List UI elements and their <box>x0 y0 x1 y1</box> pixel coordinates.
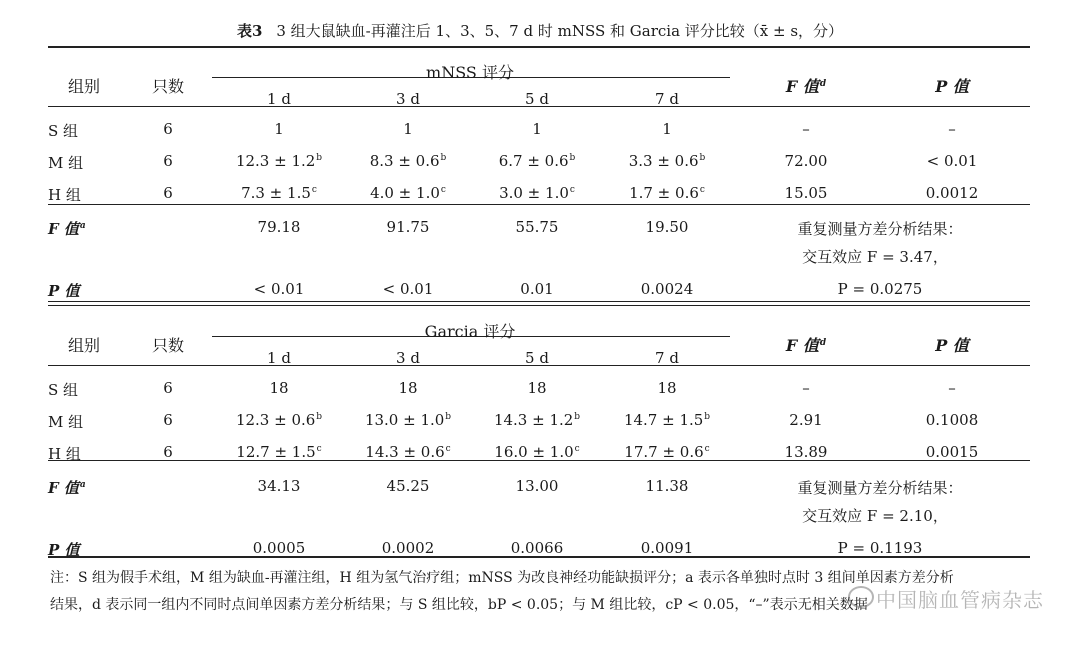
mnss-row-2-val-3-text: 1.7 ± 0.6 <box>629 184 699 202</box>
garcia-row-2-val-2-text: 16.0 ± 1.0 <box>494 443 574 461</box>
mnss-row-1-val-0-text: 12.3 ± 1.2 <box>235 152 316 170</box>
garcia-f-row-label-text: F 值 <box>48 479 79 497</box>
table-caption <box>0 20 1080 41</box>
garcia-row-1-p: 0.1008 <box>925 411 979 429</box>
garcia-row-1-val-0 <box>236 411 322 429</box>
mnss-body-rule <box>48 204 1030 205</box>
garcia-row-1-val-3 <box>624 411 710 429</box>
garcia-f-row-label <box>48 477 86 498</box>
mnss-row-1-f: 72.00 <box>784 152 828 170</box>
mnss-row-2-val-1 <box>370 184 446 202</box>
garcia-row-2-val-0-text: 12.7 ± 1.5 <box>236 443 316 461</box>
wechat-icon <box>848 586 874 608</box>
mnss-row-1-val-2-text: 6.7 ± 0.6 <box>498 152 569 170</box>
garcia-hdr-f <box>786 333 826 356</box>
section-divider-1 <box>48 301 1030 302</box>
mnss-f-row-val-0: 79.18 <box>257 218 301 236</box>
mnss-row-0-n: 6 <box>163 120 173 138</box>
watermark-text: 中国脑血管病杂志 <box>876 588 1044 612</box>
mnss-row-1-n: 6 <box>163 152 173 170</box>
mnss-f-row-label <box>48 218 86 239</box>
mnss-hdr-p: P 值 <box>935 77 969 96</box>
mnss-row-1-val-3-sup: b <box>699 153 706 163</box>
mnss-row-0-group: S 组 <box>48 122 79 140</box>
garcia-f-row-val-3: 11.38 <box>645 477 689 495</box>
garcia-row-0-val-3: 18 <box>657 379 677 397</box>
mnss-f-row-label-sup: a <box>79 221 86 231</box>
mnss-anova-line2: 交互效应 F = 3.47， <box>802 248 948 266</box>
garcia-hdr-group: 组别 <box>68 336 101 355</box>
mnss-row-2-f: 15.05 <box>784 184 828 202</box>
mnss-anova-line3: P = 0.0275 <box>837 280 923 298</box>
garcia-hdr-f-sup: d <box>819 338 827 348</box>
mnss-row-2-p: 0.0012 <box>925 184 979 202</box>
mnss-row-1-val-1-text: 8.3 ± 0.6 <box>369 152 440 170</box>
mnss-row-2-group: H 组 <box>48 186 81 204</box>
garcia-p-row-val-0: 0.0005 <box>252 539 306 557</box>
mnss-f-row-val-1: 91.75 <box>386 218 430 236</box>
garcia-hdr-count: 只数 <box>151 336 185 355</box>
garcia-row-2-val-1-sup: c <box>445 444 451 454</box>
mnss-row-0-val-0: 1 <box>274 120 284 138</box>
garcia-row-0-n: 6 <box>163 379 173 397</box>
garcia-row-1-val-3-sup: b <box>704 412 711 422</box>
garcia-row-0-p: – <box>948 379 956 397</box>
mnss-hdr-day-1: 3 d <box>396 90 420 108</box>
note-line-1: 注：S 组为假手术组，M 组为缺血-再灌注组，H 组为氢气治疗组；mNSS 为改良神经功能缺损评分；a 表示各单独时点时 3 组间单因素方差分析 <box>50 570 954 586</box>
garcia-row-0-val-2: 18 <box>527 379 547 397</box>
mnss-p-row-label: P 值 <box>48 282 80 300</box>
garcia-row-0-f: – <box>802 379 810 397</box>
mnss-p-row-val-0: < 0.01 <box>253 280 305 298</box>
mnss-row-2-val-2-sup: c <box>569 185 575 195</box>
garcia-row-2-val-3-sup: c <box>704 444 710 454</box>
mnss-f-row-val-3: 19.50 <box>645 218 689 236</box>
garcia-row-0-val-1: 18 <box>398 379 418 397</box>
garcia-row-2-val-3-text: 17.7 ± 0.6 <box>624 443 704 461</box>
garcia-hdr-day-2: 5 d <box>525 349 549 367</box>
mnss-anova-line1: 重复测量方差分析结果： <box>797 220 963 238</box>
top-rule <box>48 46 1030 48</box>
mnss-row-2-val-0-sup: c <box>311 185 317 195</box>
mnss-hdr-day-3: 7 d <box>655 90 679 108</box>
garcia-anova-line2: 交互效应 F = 2.10， <box>802 507 948 525</box>
garcia-row-1-val-1-sup: b <box>445 412 452 422</box>
mnss-row-0-p: – <box>948 120 956 138</box>
garcia-row-1-f: 2.91 <box>789 411 823 429</box>
section-divider-2 <box>48 305 1030 306</box>
mnss-row-2-val-0-text: 7.3 ± 1.5 <box>241 184 311 202</box>
table-label: 表3 <box>236 22 263 40</box>
garcia-row-2-group: H 组 <box>48 445 81 463</box>
mnss-hdr-group: 组别 <box>68 77 101 96</box>
garcia-row-1-val-1 <box>365 411 451 429</box>
mnss-f-row-val-2: 55.75 <box>515 218 559 236</box>
mnss-row-0-val-3: 1 <box>662 120 672 138</box>
garcia-row-1-n: 6 <box>163 411 173 429</box>
mnss-hdr-day-0: 1 d <box>267 90 291 108</box>
mnss-f-row-label-text: F 值 <box>48 220 79 238</box>
mnss-row-1-val-1-sup: b <box>440 153 447 163</box>
garcia-anova-line3: P = 0.1193 <box>837 539 923 557</box>
mnss-row-1-val-1 <box>370 152 447 170</box>
mnss-row-2-val-2 <box>499 184 575 202</box>
watermark <box>876 584 1044 613</box>
garcia-row-2-val-1-text: 14.3 ± 0.6 <box>365 443 445 461</box>
mnss-row-1-val-3 <box>629 152 706 170</box>
mnss-hdr-f-text: F 值 <box>785 77 819 96</box>
mnss-hdr-title: mNSS 评分 <box>426 63 514 82</box>
garcia-row-2-f: 13.89 <box>784 443 828 461</box>
mnss-row-1-val-0-sup: b <box>316 153 323 163</box>
garcia-row-1-val-3-text: 14.7 ± 1.5 <box>623 411 704 429</box>
garcia-hdr-p: P 值 <box>935 336 969 355</box>
garcia-row-1-val-2 <box>494 411 580 429</box>
note-line-2: 结果，d 表示同一组内不同时点间单因素方差分析结果；与 S 组比较，bP < 0.05；与 M 组比较，cP < 0.05，“–”表示无相关数据 <box>50 597 868 613</box>
mnss-row-1-val-2-sup: b <box>569 153 576 163</box>
mnss-row-2-val-1-text: 4.0 ± 1.0 <box>370 184 440 202</box>
garcia-row-2-val-3 <box>624 443 709 461</box>
garcia-row-1-val-1-text: 13.0 ± 1.0 <box>364 411 445 429</box>
mnss-row-1-val-2 <box>499 152 576 170</box>
garcia-f-row-val-2: 13.00 <box>515 477 559 495</box>
mnss-row-1-val-3-text: 3.3 ± 0.6 <box>628 152 699 170</box>
mnss-row-0-val-2: 1 <box>532 120 542 138</box>
garcia-p-row-val-1: 0.0002 <box>381 539 435 557</box>
garcia-p-row-val-2: 0.0066 <box>510 539 564 557</box>
garcia-row-1-val-0-sup: b <box>316 412 323 422</box>
mnss-hdr-f-sup: d <box>819 79 827 89</box>
mnss-p-row-val-1: < 0.01 <box>382 280 434 298</box>
garcia-row-0-val-0: 18 <box>269 379 289 397</box>
mnss-hdr-f <box>786 74 826 97</box>
mnss-row-2-n: 6 <box>163 184 173 202</box>
mnss-row-0-val-1: 1 <box>403 120 413 138</box>
garcia-f-row-val-1: 45.25 <box>386 477 430 495</box>
mnss-p-row-val-2: 0.01 <box>520 280 554 298</box>
mnss-hdr-day-2: 5 d <box>525 90 549 108</box>
mnss-row-2-val-0 <box>241 184 317 202</box>
mnss-row-2-val-2-text: 3.0 ± 1.0 <box>499 184 569 202</box>
garcia-hdr-title: Garcia 评分 <box>424 322 516 341</box>
mnss-row-2-val-1-sup: c <box>440 185 446 195</box>
garcia-p-row-val-3: 0.0091 <box>640 539 694 557</box>
garcia-row-2-val-0-sup: c <box>316 444 322 454</box>
garcia-row-2-val-1 <box>365 443 450 461</box>
garcia-f-row-label-sup: a <box>79 480 86 490</box>
garcia-hdr-f-text: F 值 <box>785 336 819 355</box>
garcia-hdr-day-0: 1 d <box>267 349 291 367</box>
mnss-hdr-count: 只数 <box>151 77 185 96</box>
garcia-row-1-val-2-sup: b <box>574 412 581 422</box>
garcia-row-1-val-2-text: 14.3 ± 1.2 <box>493 411 574 429</box>
table-title: 3 组大鼠缺血-再灌注后 1、3、5、7 d 时 mNSS 和 Garcia 评分比较（x̄ ± s，分） <box>276 22 844 40</box>
garcia-row-0-group: S 组 <box>48 381 79 399</box>
garcia-row-2-val-0 <box>236 443 321 461</box>
garcia-anova-line1: 重复测量方差分析结果： <box>797 479 963 497</box>
mnss-row-0-f: – <box>802 120 810 138</box>
garcia-hdr-day-1: 3 d <box>396 349 420 367</box>
garcia-row-2-n: 6 <box>163 443 173 461</box>
garcia-row-2-p: 0.0015 <box>925 443 979 461</box>
mnss-row-1-val-0 <box>236 152 322 170</box>
mnss-row-1-p: < 0.01 <box>926 152 978 170</box>
garcia-hdr-day-3: 7 d <box>655 349 679 367</box>
garcia-row-2-val-2 <box>494 443 579 461</box>
mnss-row-1-group: M 组 <box>48 154 84 172</box>
garcia-row-1-val-0-text: 12.3 ± 0.6 <box>235 411 316 429</box>
garcia-row-1-group: M 组 <box>48 413 84 431</box>
garcia-p-row-label: P 值 <box>48 541 80 559</box>
garcia-f-row-val-0: 34.13 <box>257 477 301 495</box>
mnss-p-row-val-3: 0.0024 <box>640 280 694 298</box>
mnss-row-2-val-3-sup: c <box>699 185 705 195</box>
mnss-row-2-val-3 <box>629 184 705 202</box>
garcia-row-2-val-2-sup: c <box>574 444 580 454</box>
